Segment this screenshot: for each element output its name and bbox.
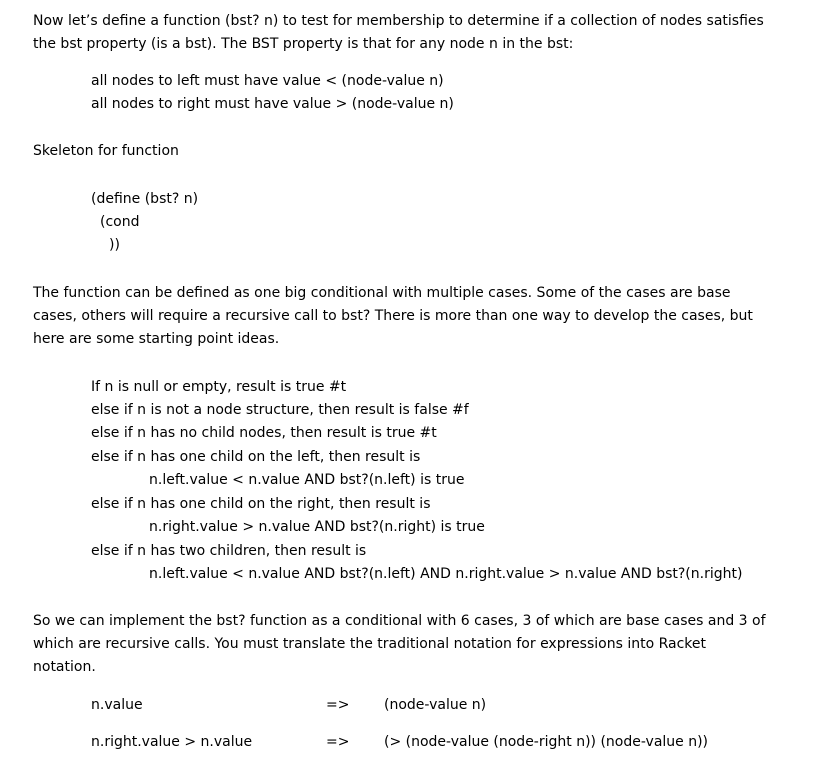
translation-arrow: =>: [326, 697, 350, 713]
translation-traditional: n.right.value > n.value: [91, 734, 253, 750]
intro-line-2: the bst property (is a bst). The BST property is that for any node n in the bst:: [33, 36, 574, 52]
case-left-child-result: n.left.value < n.value AND bst?(n.left) is true: [149, 472, 465, 488]
code-line-cond: (cond: [100, 214, 140, 230]
intro-line-1: Now let’s define a function (bst? n) to test for membership to determine if a collection of nodes satisfies: [33, 13, 764, 29]
case-right-child-result: n.right.value > n.value AND bst?(n.right) is true: [149, 519, 485, 535]
explanation-line-1: The function can be defined as one big conditional with multiple cases. Some of the cases are base: [33, 285, 731, 301]
case-null: If n is null or empty, result is true #t: [91, 379, 347, 395]
translation-racket: (node-value n): [384, 697, 487, 713]
code-line-close: )): [109, 237, 120, 253]
case-no-children: else if n has no child nodes, then result is true #t: [91, 425, 437, 441]
translation-arrow: =>: [326, 734, 350, 750]
case-not-node: else if n is not a node structure, then result is false #f: [91, 402, 469, 418]
code-line-define: (define (bst? n): [91, 191, 199, 207]
case-right-child: else if n has one child on the right, then result is: [91, 496, 431, 512]
case-two-children: else if n has two children, then result is: [91, 543, 367, 559]
explanation-line-3: here are some starting point ideas.: [33, 331, 280, 347]
left-rule: all nodes to left must have value < (node-value n): [91, 73, 444, 89]
explanation-line-2: cases, others will require a recursive call to bst? There is more than one way to develop the cases, but: [33, 308, 753, 324]
translation-traditional: n.value: [91, 697, 143, 713]
right-rule: all nodes to right must have value > (node-value n): [91, 96, 454, 112]
skeleton-heading: Skeleton for function: [33, 143, 179, 159]
summary-line-1: So we can implement the bst? function as a conditional with 6 cases, 3 of which are base cases and 3 of: [33, 613, 766, 629]
translation-racket: (> (node-value (node-right n)) (node-value n)): [384, 734, 709, 750]
summary-line-2: which are recursive calls. You must translate the traditional notation for expressions into Racket: [33, 636, 707, 652]
summary-line-3: notation.: [33, 659, 96, 675]
case-two-children-result: n.left.value < n.value AND bst?(n.left) AND n.right.value > n.value AND bst?(n.right): [149, 566, 743, 582]
case-left-child: else if n has one child on the left, then result is: [91, 449, 421, 465]
